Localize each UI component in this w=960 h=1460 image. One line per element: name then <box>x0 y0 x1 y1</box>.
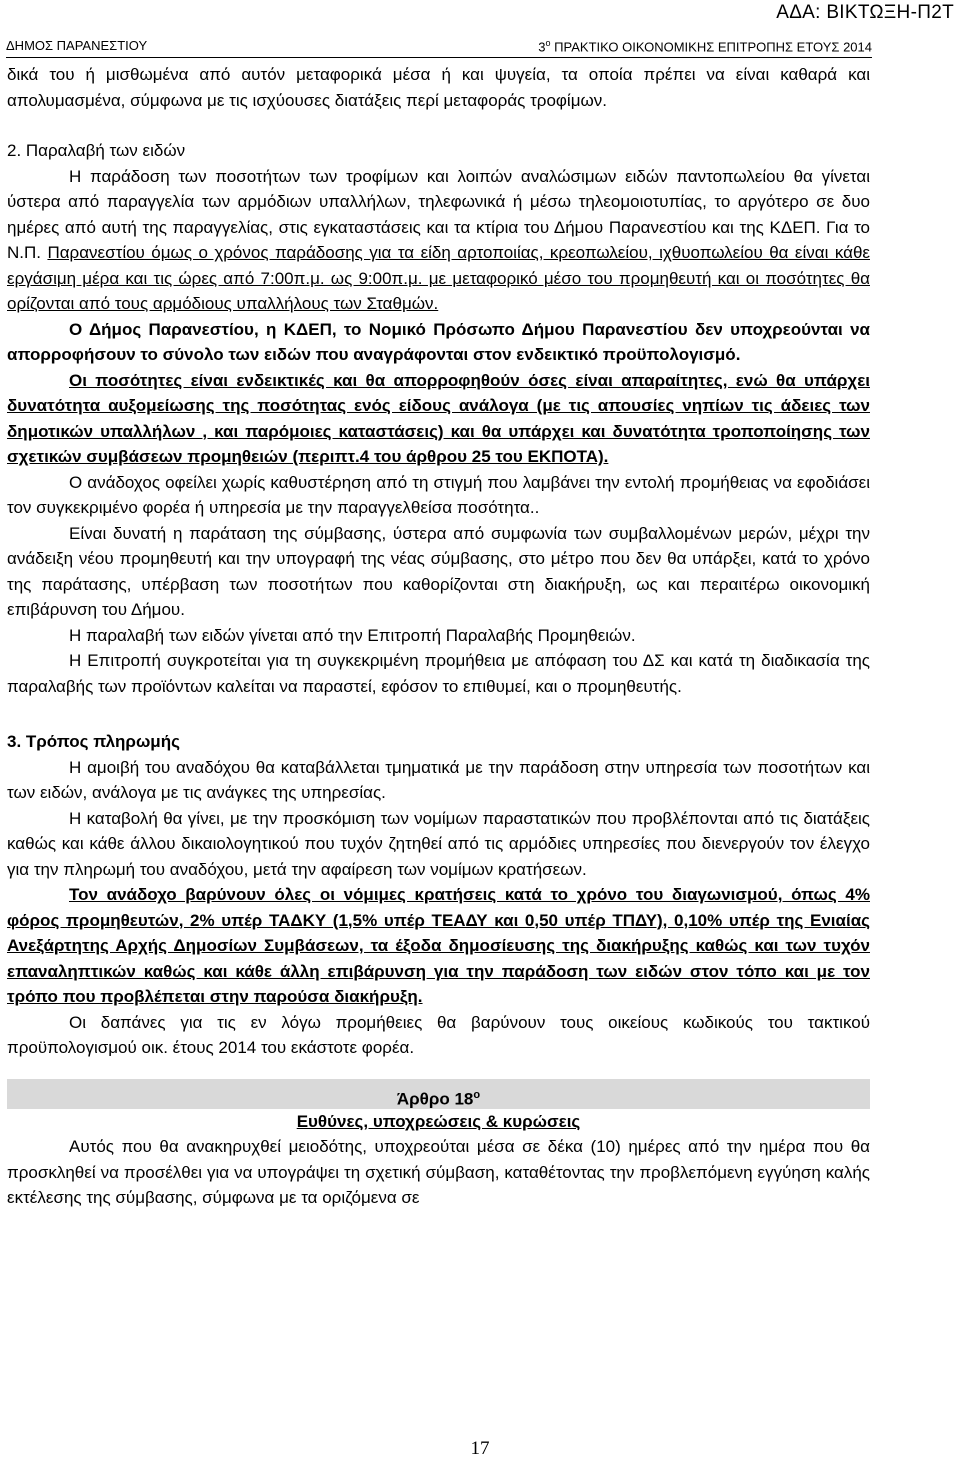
article-title-sup: ο <box>473 1088 481 1101</box>
s2p1-continuation: Δήμου Παρανεστίου και της ΚΔΕΠ. Για το Ν.Π. <box>7 217 871 262</box>
section-2-paragraph-7: Η Επιτροπή συγκροτείται για τη συγκεκριμένη προμήθεια με απόφαση του ΔΣ και κατά τη διαδικασία της παραλαβής των προϊόντων καλείται να παραστεί, εφόσον το επιθυμεί, και ο προμηθευτής. <box>7 651 870 696</box>
section-2-heading-text: 2. Παραλαβή των ειδών <box>7 141 186 160</box>
article-subtitle: Ευθύνες, υποχρεώσεις & κυρώσεις <box>296 1111 581 1131</box>
article-title-text: Άρθρο 18 <box>396 1089 474 1109</box>
section-3-paragraph-2: Η καταβολή θα γίνει, με την προσκόμιση των νομίμων παραστατικών που προβλέπονται από τις διατάξεις καθώς και κάθε άλλου δικαιολογητικού που τυχόν ζητηθεί από τις αρμόδιες υπηρεσίες που διενεργούν τον έλεγχο για την πληρωμή του αναδόχου, μετά την αφαίρεση των νομίμων κρατήσεων. <box>7 808 870 879</box>
header-municipality: ΔΗΜΟΣ ΠΑΡΑΝΕΣΤΙΟΥ <box>6 38 148 53</box>
section-3-paragraph-3: Τον ανάδοχο βαρύνουν όλες οι νόμιμες κρατήσεις κατά το χρόνο του διαγωνισμού, όπως 4% φόρος προμηθευτών, 2% υπέρ ΤΑΔΚΥ (1,5% υπέρ ΤΕΑΔΥ και 0,50 υπέρ ΤΠΔΥ), 0,10% υπέρ της Ενιαίας Ανεξάρτητης Αρχής Δημοσίων Συμβάσεων, τα έξοδα δημοσίευσης της διακήρυξης καθώς και των τυχόν επαναληπτικών καθώς και κάθε άλλη επιβάρυνση για την παράδοση των ειδών στον τόπο και με τον τρόπο που προβλέπεται στην παρούσα διακήρυξη. <box>7 885 870 1006</box>
header-minutes-text: ΠΡΑΚΤΙΚΟ ΟΙΚΟΝΟΜΙΚΗΣ ΕΠΙΤΡΟΠΗΣ ΕΤΟΥΣ 2014 <box>550 39 872 55</box>
page-header <box>6 38 872 54</box>
section-2-paragraph-3: Οι ποσότητες είναι ενδεικτικές και θα απορροφηθούν όσες είναι απαραίτητες, ενώ θα υπάρχει δυνατότητα αυξομείωσης της ποσότητας ενός είδους ανάλογα (με τις απουσίες νηπίων τις άδειες των δημοτικών υπαλλήλων , και παρόμοιες καταστάσεις) και θα υπάρχει και δυνατότητα τροποποίησης των σχετικών συμβάσεων προμηθειών (περιπτ.4 του άρθρου 25 του ΕΚΠΟΤΑ). <box>7 370 870 466</box>
section-2-paragraph-2: Ο Δήμος Παρανεστίου, η ΚΔΕΠ, το Νομικό Πρόσωπο Δήμου Παρανεστίου δεν υποχρεούνται να απορροφήσουν το σύνολο των ειδών που αναγράφονται στον ενδεικτικό προϋπολογισμό. <box>7 319 870 364</box>
s2p1-underlined: Παρανεστίου όμως ο χρόνος παράδοσης για τα είδη αρτοποιίας, κρεοπωλείου, ιχθυοπωλείου θα είναι κάθε εργάσιμη μέρα και τις ώρες από 7:00π.μ. ως 9:00π.μ. με μεταφορικό μέσο του προμηθευτή και οι ποσότητες θα ορίζονται από τους αρμόδιους υπαλλήλους των Σταθμών. <box>7 243 870 313</box>
header-minutes-sup: ο <box>545 38 551 48</box>
s2p1-text: Η παράδοση των ποσοτήτων των τροφίμων και λοιπών αναλώσιμων ειδών παντοπωλείου θα γίνεται ύστερα από παραγγελία των αρμόδιων υπαλλήλων, τηλεφωνικά ή μέσω τηλεομοιοτυπίας, το αργότερο σε δυο ημέρες από αυτή της παραγγελίας, στις εγκαταστάσεις και τα κτίρια του <box>7 166 870 237</box>
header-minutes <box>538 38 872 54</box>
section-3-heading: 3. Τρόπος πληρωμής <box>7 732 180 751</box>
document-body <box>7 62 870 1211</box>
document-code: ΑΔΑ: ΒΙΚΤΩΞΗ-Π2Τ <box>776 2 954 23</box>
section-3-paragraph-4: Οι δαπάνες για τις εν λόγω προμήθειες θα βαρύνουν τους οικείους κωδικούς του τακτικού προϋπολογισμού οικ. έτους 2014 του εκάστοτε φορέα. <box>7 1012 870 1057</box>
article-paragraph-1: Αυτός που θα ανακηρυχθεί μειοδότης, υποχρεούται μέσα σε δέκα (10) ημέρες από την ημέρα που θα προσκληθεί να προσέλθει για να υπογράψει τη σχετική σύμβαση, καταθέτοντας την προβλεπόμενη εγγύηση καλής εκτέλεσης της σύμβασης, σύμφωνα με τα οριζόμενα σε <box>7 1137 870 1207</box>
section-2-paragraph-6: Η παραλαβή των ειδών γίνεται από την Επιτροπή Παραλαβής Προμηθειών. <box>69 625 636 645</box>
page-number: 17 <box>470 1438 490 1459</box>
section-2-paragraph-5: Είναι δυνατή η παράταση της σύμβασης, ύστερα από συμφωνία των συμβαλλομένων μερών, μέχρι την ανάδειξη νέου προμηθευτή και την υπογραφή της νέας σύμβασης, στο μέτρο που δεν θα υπάρξει, κατά το χρόνο της παράτασης, υπέρβαση των ποσοτήτων που καθορίζονται στη διακήρυξη, ως και περαιτέρω οικονομική επιβάρυνση του Δήμου. <box>7 523 870 619</box>
header-divider <box>6 57 872 58</box>
section-2-heading <box>7 138 870 164</box>
header-minutes-num: 3 <box>538 39 546 55</box>
section-2-paragraph-4: Ο ανάδοχος οφείλει χωρίς καθυστέρηση από τη στιγμή που λαμβάνει την εντολή προμήθειας να εφοδιάσει τον συγκεκριμένο φορέα ή υπηρεσία με την παραγγελθείσα ποσότητα.. <box>7 472 870 517</box>
section-2-paragraph-1 <box>7 164 870 317</box>
article-title <box>7 1079 870 1109</box>
section-3-paragraph-1: Η αμοιβή του αναδόχου θα καταβάλλεται τμηματικά με την παράδοση στην υπηρεσία των ποσοτήτων και των ειδών, ανάλογα με τις ανάγκες της υπηρεσίας. <box>7 757 870 802</box>
intro-paragraph: δικά του ή μισθωμένα από αυτόν μεταφορικά μέσα ή και ψυγεία, τα οποία πρέπει να είναι καθαρά και απολυμασμένα, σύμφωνα με τις ισχύουσες διατάξεις περί μεταφοράς τροφίμων. <box>7 65 870 110</box>
